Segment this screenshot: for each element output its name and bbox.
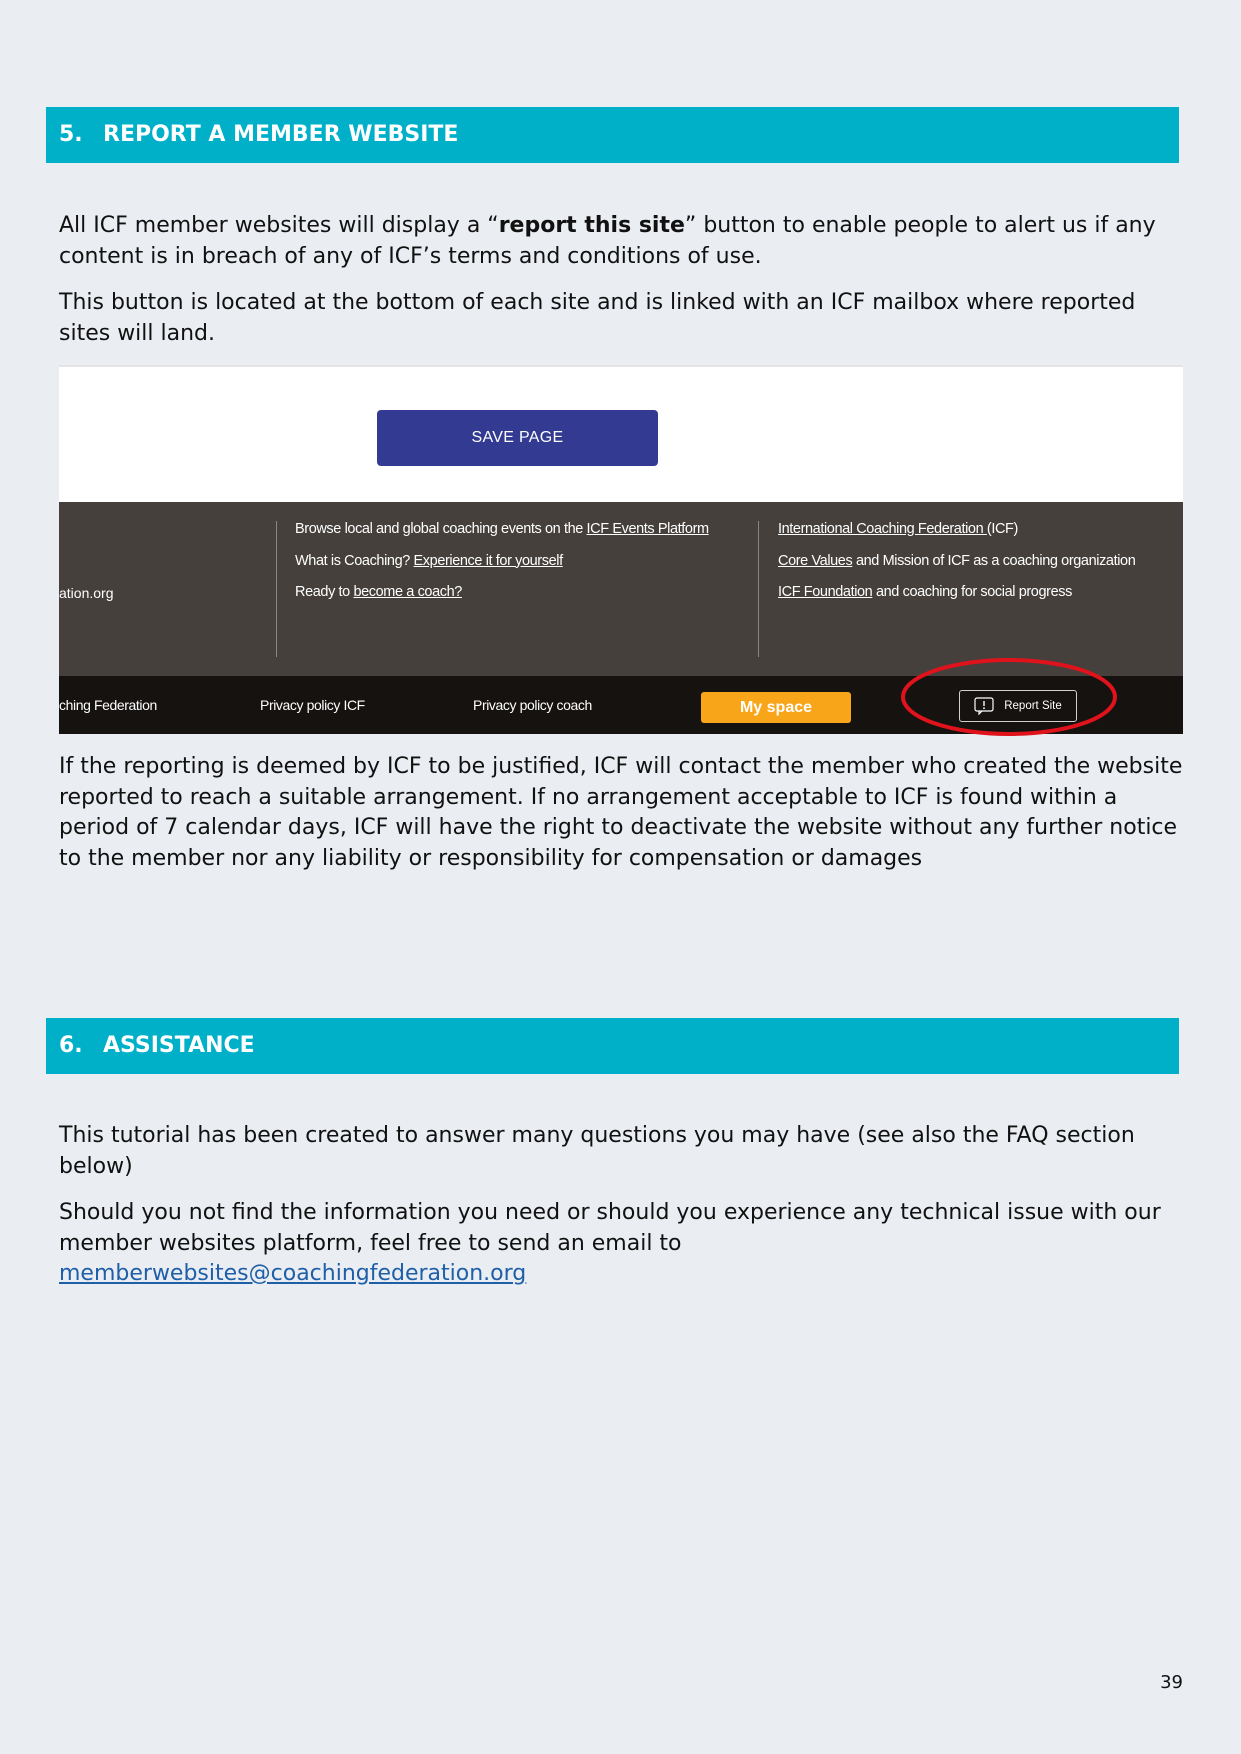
section-6-title: ASSISTANCE — [103, 1033, 255, 1058]
screenshot-footer-links-area — [59, 502, 1183, 676]
events-text: Browse local and global coaching events on the — [295, 521, 587, 537]
para-1-text-start: All ICF member websites will display a “ — [59, 213, 499, 238]
screenshot-bottom-bar — [59, 676, 1183, 734]
experience-it-link[interactable]: Experience it for yourself — [413, 552, 563, 569]
report-flag-icon — [974, 697, 994, 715]
report-site-button[interactable] — [959, 690, 1077, 722]
section-5-number: 5. — [59, 122, 83, 147]
mission-text: and Mission of ICF as a coaching organization — [852, 552, 1136, 569]
website-footer-screenshot — [59, 365, 1183, 734]
section-6-paragraph-2 — [59, 1198, 1184, 1290]
ready-text: Ready to — [295, 584, 354, 600]
report-this-site-emphasis: report this site — [498, 213, 685, 238]
icf-foundation-link[interactable]: ICF Foundation — [778, 584, 873, 600]
section-5-paragraph-2: This button is located at the bottom of each site and is linked with an ICF mailbox where reported sites will land. — [59, 290, 1136, 346]
coaching-text: What is Coaching? — [295, 552, 414, 569]
icf-link[interactable]: International Coaching Federation — [778, 521, 987, 537]
privacy-policy-coach-link[interactable]: Privacy policy coach — [473, 697, 592, 713]
section-5-title: REPORT A MEMBER WEBSITE — [103, 122, 459, 147]
section-6-paragraph-1: This tutorial has been created to answer many questions you may have (see also the FAQ section below) — [59, 1123, 1135, 1179]
section-5-paragraph-3: If the reporting is deemed by ICF to be justified, ICF will contact the member who created the website reported to reach a suitable arrangement. If no arrangement acceptable to ICF is found within a period of 7 calendar days, ICF will have the right to deactivate the website without any further notice to the member nor any liability or responsibility for compensation or damages — [59, 754, 1183, 871]
section-5-header — [46, 107, 1179, 163]
icf-abbrev-text: (ICF) — [986, 521, 1018, 537]
social-progress-text: and coaching for social progress — [872, 584, 1072, 600]
assistance-text: Should you not find the information you need or should you experience any technical issue with our member websites platform, feel free to send an email to — [59, 1200, 1161, 1256]
footer-divider-2 — [758, 521, 759, 657]
federation-footer-link[interactable]: ching Federation — [59, 697, 157, 713]
privacy-policy-icf-link[interactable]: Privacy policy ICF — [260, 697, 365, 713]
footer-column-events — [295, 519, 709, 614]
section-6-number: 6. — [59, 1033, 83, 1058]
screenshot-white-area — [59, 365, 1183, 502]
footer-divider-1 — [276, 521, 277, 657]
icf-events-platform-link[interactable]: ICF Events Platform — [586, 521, 709, 537]
support-email-link[interactable]: memberwebsites@coachingfederation.org — [59, 1261, 527, 1286]
core-values-link[interactable]: Core Values — [778, 552, 853, 569]
become-coach-link[interactable]: become a coach? — [353, 584, 462, 600]
footer-cut-domain-text: ation.org — [59, 585, 114, 601]
page-number: 39 — [1160, 1672, 1183, 1693]
report-site-label: Report Site — [1004, 700, 1062, 712]
section-6-header — [46, 1018, 1179, 1074]
footer-column-icf — [778, 519, 1135, 614]
section-5-paragraph-1 — [59, 211, 1184, 272]
para-1-text-end: ” button to enable people to alert us if any content is in breach of any of ICF’s terms and conditions of use. — [59, 213, 1156, 269]
save-page-button[interactable]: SAVE PAGE — [377, 410, 658, 466]
my-space-button[interactable]: My space — [701, 692, 851, 723]
